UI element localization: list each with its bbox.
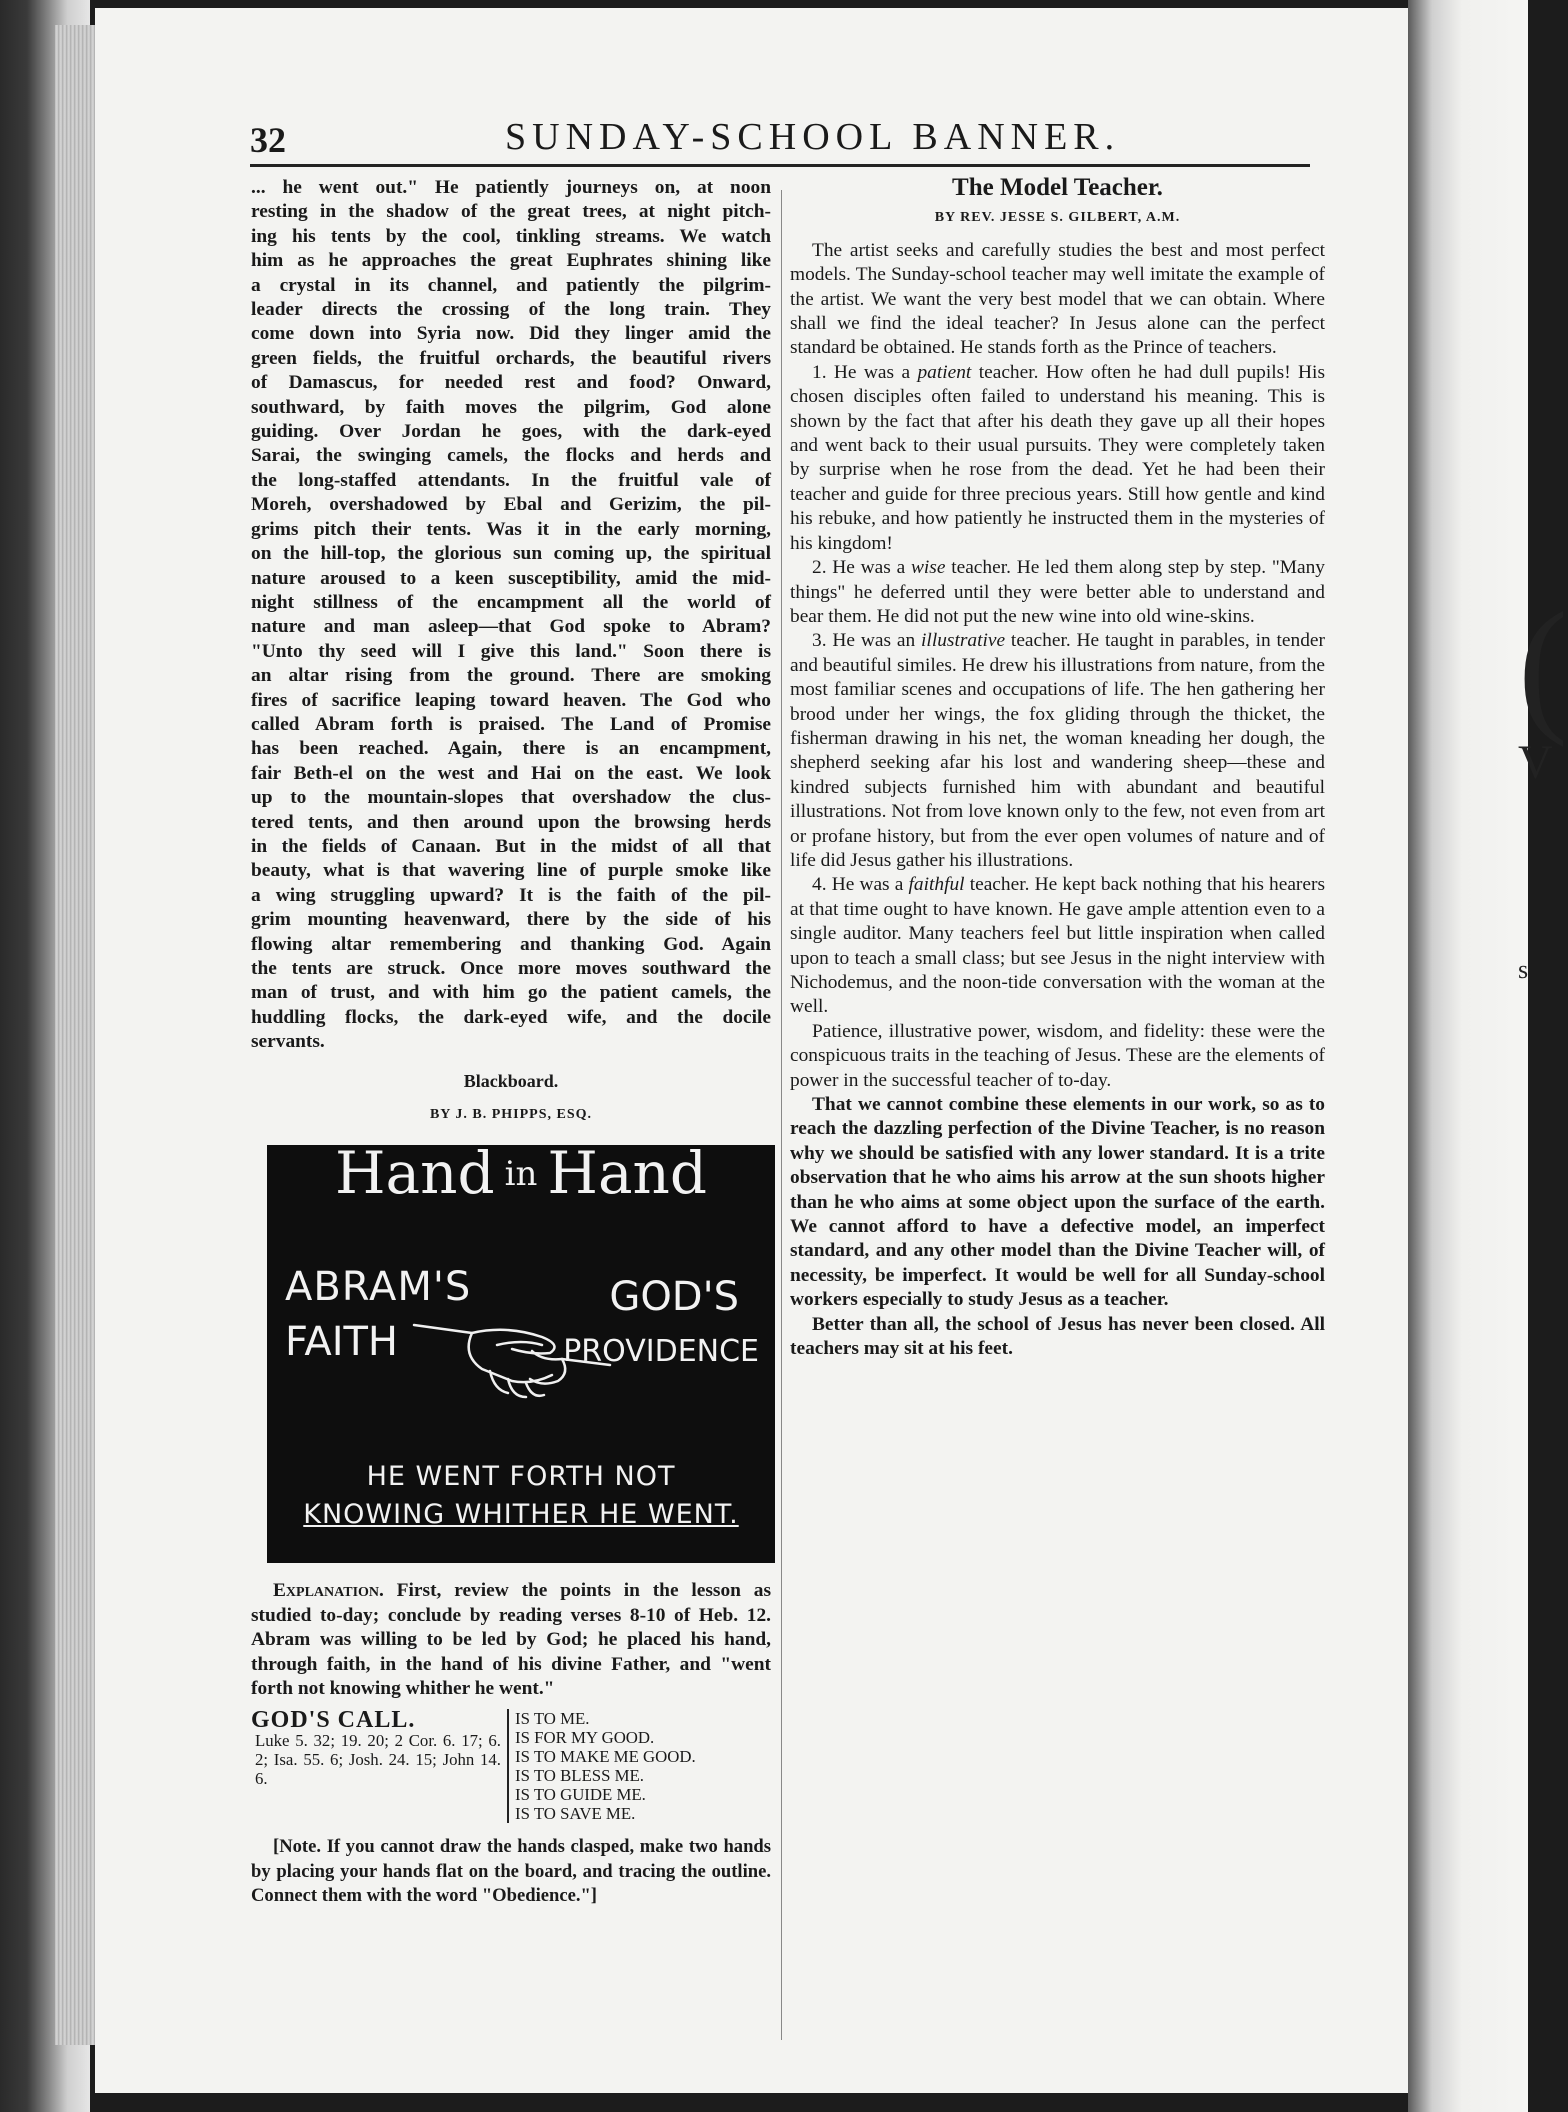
- text-line: fair Beth-el on the west and Hai on the east. We look: [251, 762, 771, 784]
- text-line: ing his tents by the cool, tinkling streams. We watch: [251, 225, 771, 247]
- text-line: come down into Syria now. Did they linger amid the: [251, 323, 771, 345]
- text-line: tered tents, and then around upon the browsing herds: [251, 811, 771, 833]
- blackboard-byline: BY J. B. PHIPPS, ESQ.: [429, 1107, 593, 1123]
- text-line: leader directs the crossing of the long train. They: [251, 299, 771, 321]
- text-line: of Damascus, for needed rest and food? Onward,: [251, 372, 771, 394]
- adjacent-page-glyph: s: [1518, 955, 1529, 984]
- article-byline: BY REV. JESSE S. GILBERT, A.M.: [934, 210, 1181, 226]
- call-item: IS TO SAVE ME.: [515, 1804, 636, 1824]
- left-column: [251, 176, 771, 1909]
- text-line: Sarai, the swinging camels, the flocks and herds and: [251, 445, 771, 467]
- paragraph: 4. He was a faithful teacher. He kept back nothing that his hearers at that time ought to have known. He gave ample attention even to a single auditor. Many teachers feel but little inspiration when called upon to teach a small class; but see Jesus in the night interview with Nichodemus, and the noon-tide conversation with the woman at the well.: [790, 874, 1325, 1018]
- text-line: nature and man asleep—that God spoke to Abram?: [251, 616, 771, 638]
- text-line: nature aroused to a keen susceptibility, amid the mid-: [251, 567, 771, 589]
- page-header: [250, 115, 1320, 165]
- paragraph: Patience, illustrative power, wisdom, and fidelity: these were the conspicuous traits in the teaching of Jesus. These are the elements of power in the successful teacher of to-day.: [790, 1020, 1325, 1091]
- gods-call-heading: GOD'S CALL.: [251, 1707, 416, 1734]
- call-item: IS FOR MY GOOD.: [515, 1728, 655, 1748]
- text-line: resting in the shadow of the great trees, at night pitch-: [251, 201, 771, 223]
- call-item: IS TO GUIDE ME.: [515, 1785, 646, 1805]
- text-line: ... he went out." He patiently journeys on, at noon: [251, 177, 771, 198]
- text-line: man of trust, and with him go the patient camels, the: [251, 982, 771, 1004]
- text-line: "Unto thy seed will I give this land." Soon there is: [251, 640, 771, 662]
- text-line: huddling flocks, the dark-eyed wife, and the docile: [251, 1006, 771, 1028]
- blackboard-illustration: [267, 1139, 775, 1563]
- text-line: grim mounting heavenward, there by the side of his: [251, 909, 771, 931]
- text-line: an altar rising from the ground. There are smoking: [251, 665, 771, 687]
- text-line: up to the mountain-slopes that overshadow the clus-: [251, 787, 771, 809]
- text-line: the long-staffed attendants. In the fruitful vale of: [251, 469, 771, 491]
- board-text: GOD'S: [609, 1274, 739, 1321]
- left-article: [251, 176, 771, 1055]
- text-line: green fields, the fruitful orchards, the beautiful rivers: [251, 347, 771, 369]
- board-text: ABRAM'S: [285, 1264, 472, 1311]
- text-line: guiding. Over Jordan he goes, with the dark-eyed: [251, 421, 771, 443]
- call-item: IS TO BLESS ME.: [515, 1766, 644, 1786]
- gods-call-references: Luke 5. 32; 19. 20; 2 Cor. 6. 17; 6. 2; Isa. 55. 6; Josh. 24. 15; John 14. 6.: [255, 1731, 501, 1789]
- text-line: grims pitch their tents. Was it in the early morning,: [251, 518, 771, 540]
- text-line: beauty, what is that wavering line of purple smoke like: [251, 860, 771, 882]
- note-paragraph: [Note. If you cannot draw the hands clasped, make two hands by placing your hands flat on the board, and tracing the outline. Connect them with the word "Obedience."]: [251, 1836, 771, 1907]
- paragraph: 1. He was a patient teacher. How often he had dull pupils! His chosen disciples often failed to understand his meaning. This is shown by the fact that after his death they gave up all their hopes and went back to their usual pursuits. They were completely taken by surprise when he rose from the dead. Yet he had been their teacher and guide for three precious years. Still how gentle and kind his rebuke, and how patiently he instructed them in the mysteries of his kingdom!: [790, 361, 1325, 554]
- call-item: IS TO ME.: [515, 1709, 590, 1729]
- clasped-hands-icon: [412, 1295, 612, 1405]
- adjacent-page-glyph: V: [1518, 736, 1553, 789]
- board-caption: HE WENT FORTH NOT: [366, 1461, 676, 1493]
- call-item: IS TO MAKE ME GOOD.: [515, 1747, 696, 1767]
- text-line: Moreh, overshadowed by Ebal and Gerizim, the pil-: [251, 494, 771, 516]
- text-line: flowing altar remembering and thanking God. Again: [251, 933, 771, 955]
- text-line: the tents are struck. Once more moves southward the: [251, 958, 771, 979]
- text-line: called Abram forth is praised. The Land of Promise: [251, 713, 771, 735]
- right-column: [790, 176, 1325, 1362]
- text-line: has been reached. Again, there is an encampment,: [251, 738, 771, 760]
- paragraph: That we cannot combine these elements in our work, so as to reach the dazzling perfection of the Divine Teacher, is no reason why we should be satisfied with any lower standard. It is a trite observation that he who aims his arrow at the sun shoots higher than he who aims at some object upon the surface of the earth. We cannot afford to have a defective model, an imperfect standard, and any other model than the Divine Teacher will, of necessity, be imperfect. It would be well for all Sunday-school workers especially to study Jesus as a teacher.: [790, 1094, 1325, 1311]
- adjacent-page: [1408, 0, 1528, 2112]
- text-line: southward, by faith moves the pilgrim, God alone: [251, 396, 771, 418]
- board-title: Hand in Hand: [334, 1139, 708, 1208]
- text-line: a wing struggling upward? It is the faith of the pil-: [251, 884, 771, 906]
- paragraph: Better than all, the school of Jesus has never been closed. All teachers may sit at his feet.: [790, 1313, 1325, 1360]
- board-text: PROVIDENCE: [563, 1334, 759, 1370]
- paragraph: 3. He was an illustrative teacher. He taught in parables, in tender and beautiful similes. He drew his illustrations from nature, from the most familiar scenes and occupations of life. The hen gathering her brood under her wings, the fox gliding through the thicket, the fisherman drawing in his net, the woman kneading her dough, the shepherd seeking afar his lost and wandering sheep—these and kindred subjects furnished him with abundant and beautiful illustrations. Not from love known only to the few, not even from art or profane history, but from the ever open volumes of nature and of life did Jesus gather his illustrations.: [790, 630, 1325, 871]
- page-number: 32: [250, 120, 286, 160]
- gods-call-table: [251, 1709, 771, 1823]
- board-text: FAITH: [285, 1319, 399, 1366]
- text-line: fires of sacrifice leaping toward heaven. The God who: [251, 689, 771, 711]
- paragraph: 2. He was a wise teacher. He led them along step by step. "Many things" he deferred until they were better able to understand and bear them. He did not put the new wine into old wine-skins.: [790, 557, 1326, 627]
- adjacent-page-glyph: (: [1518, 582, 1568, 748]
- running-head: SUNDAY-SCHOOL BANNER.: [505, 116, 1121, 158]
- gods-call-items: [507, 1709, 696, 1823]
- text-line: servants.: [251, 1031, 325, 1053]
- text-line: on the hill-top, the glorious sun coming up, the spiritual: [251, 543, 771, 565]
- paragraph: The artist seeks and carefully studies the best and most perfect models. The Sunday-school teacher may well imitate the example of the artist. We want the very best model that we can obtain. Where shall we find the ideal teacher? In Jesus alone can the perfect standard be obtained. He stands forth as the Prince of teachers.: [790, 239, 1325, 359]
- column-divider: [781, 190, 782, 2040]
- blackboard-title: Blackboard.: [463, 1070, 559, 1091]
- article-title: The Model Teacher.: [952, 174, 1163, 201]
- header-rule: [250, 164, 1310, 167]
- text-line: in the fields of Canaan. But in the midst of all that: [251, 835, 771, 857]
- explanation-paragraph: Explanation. First, review the points in the lesson as studied to-day; conclude by reading verses 8-10 of Heb. 12. Abram was willing to be led by God; he placed his hand, through faith, in the hand of his divine Father, and "went forth not knowing whither he went.": [251, 1580, 771, 1700]
- text-line: him as he approaches the great Euphrates shining like: [251, 250, 771, 272]
- text-line: night stillness of the encampment all the world of: [251, 591, 771, 613]
- board-caption: KNOWING WHITHER HE WENT.: [303, 1499, 739, 1531]
- text-line: a crystal in its channel, and patiently the pilgrim-: [251, 274, 771, 296]
